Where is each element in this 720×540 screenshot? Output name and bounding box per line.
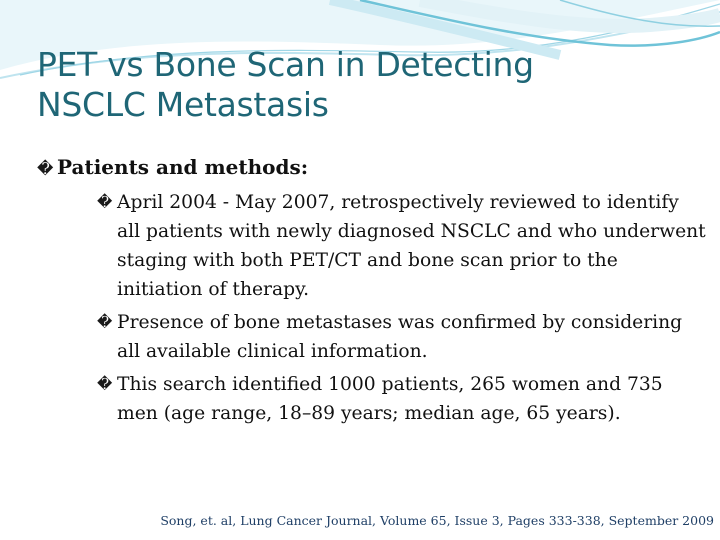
- bullet-glyph: �: [37, 159, 54, 178]
- list-item: [97, 188, 707, 304]
- slide-body: [37, 154, 707, 432]
- list-item: [97, 308, 707, 366]
- citation: Song, et. al, Lung Cancer Journal, Volume 65, Issue 3, Pages 333-338, September 2009: [160, 513, 714, 528]
- section-heading-item: [37, 154, 707, 182]
- list-item-text: Presence of bone metastases was confirmed by considering all available clinical information.: [117, 312, 683, 362]
- section-heading: Patients and methods:: [57, 155, 309, 179]
- list-item-text: April 2004 - May 2007, retrospectively reviewed to identify all patients with newly diagnosed NSCLC and who underwent staging with both PET/CT and bone scan prior to the initiation of therapy.: [117, 192, 706, 300]
- methods-list: [97, 188, 707, 428]
- slide-title: [37, 45, 677, 125]
- list-item-text: This search identified 1000 patients, 265 women and 735 men (age range, 18–89 years; median age, 65 years).: [117, 374, 663, 424]
- slide-title-line-1: PET vs Bone Scan in Detecting: [37, 45, 534, 84]
- list-item: [97, 370, 707, 428]
- bullet-glyph: �: [97, 375, 113, 393]
- bullet-glyph: �: [97, 313, 113, 331]
- slide-title-line-2: NSCLC Metastasis: [37, 85, 329, 124]
- bullet-glyph: �: [97, 193, 113, 211]
